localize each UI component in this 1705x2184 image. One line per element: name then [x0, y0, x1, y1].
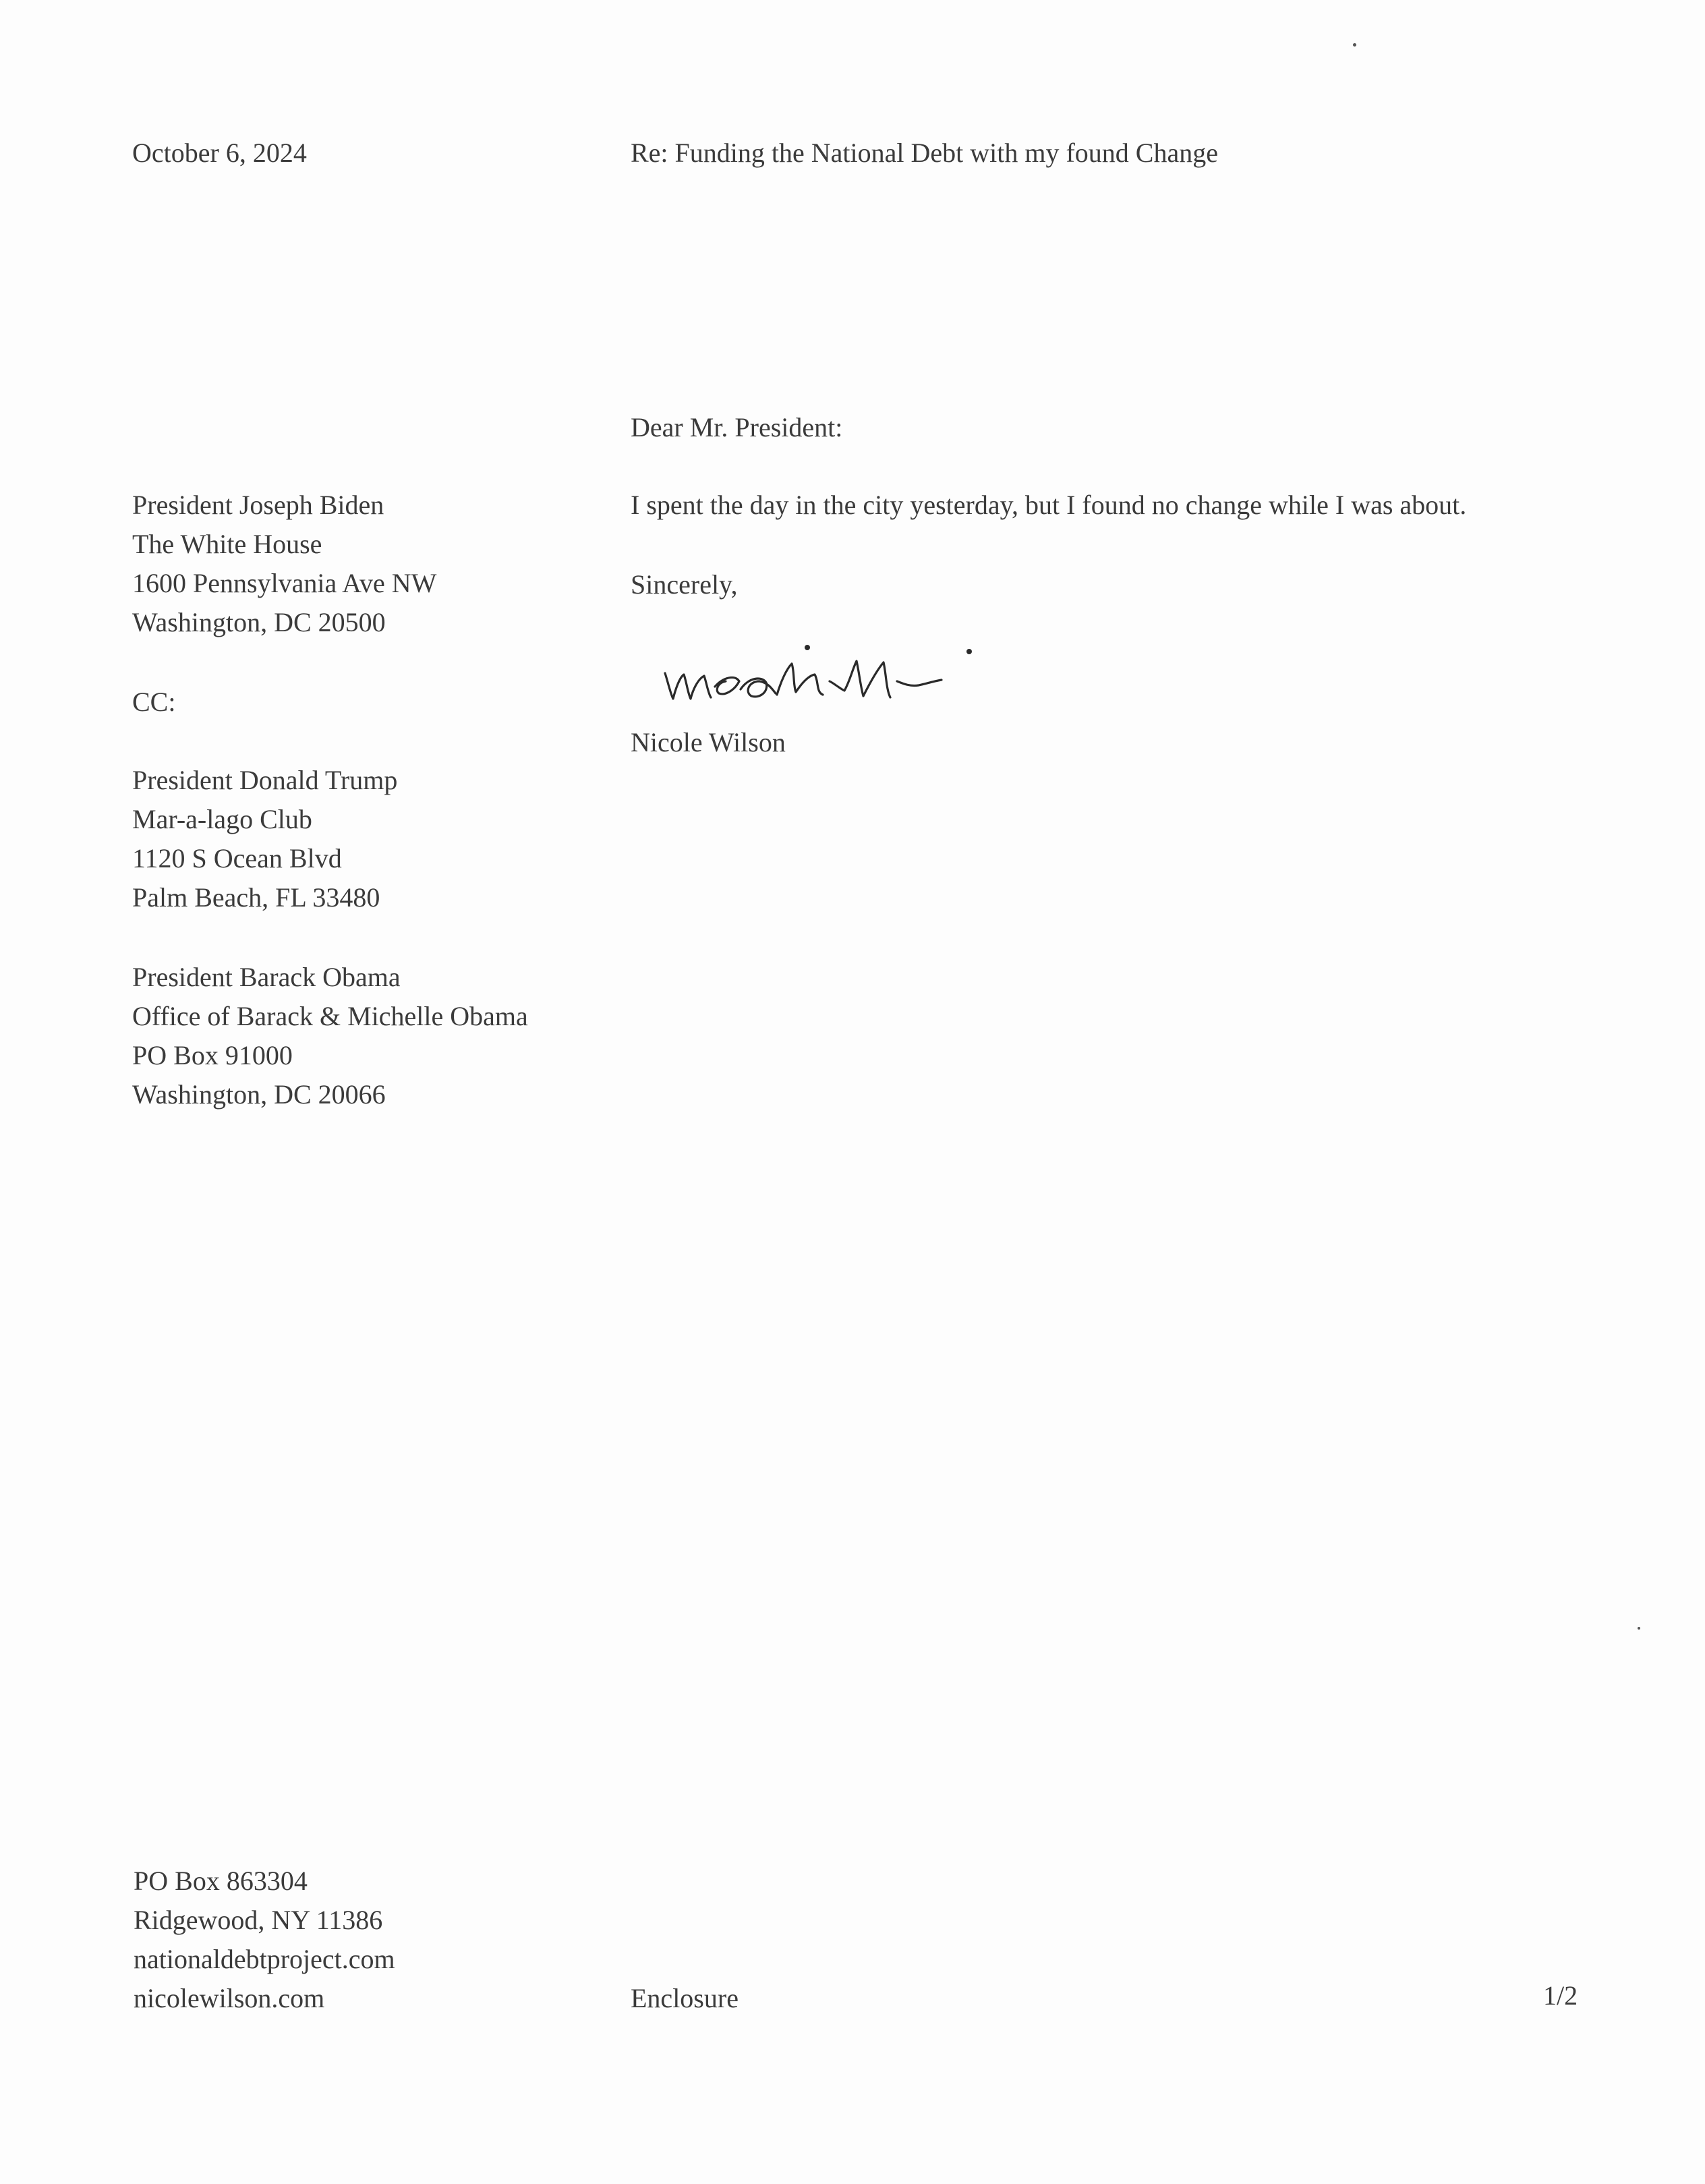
- handwritten-signature: [661, 634, 1012, 715]
- letter-subject: Re: Funding the National Debt with my found Change: [631, 138, 1218, 168]
- letter-date: October 6, 2024: [132, 138, 307, 168]
- recipient-address-line: President Joseph Biden: [132, 490, 384, 520]
- cc-address-line: PO Box 91000: [132, 1040, 293, 1070]
- cc-address: [132, 761, 397, 917]
- return-address-line: nationaldebtproject.com: [134, 1944, 395, 1974]
- cc-address-line: Palm Beach, FL 33480: [132, 882, 380, 913]
- cc-address-line: Washington, DC 20066: [132, 1079, 386, 1110]
- cc-address-line: Mar-a-lago Club: [132, 804, 312, 834]
- page-number: 1/2: [1543, 1980, 1578, 2011]
- letter-salutation: Dear Mr. President:: [631, 412, 843, 442]
- cc-address-line: President Barack Obama: [132, 962, 401, 992]
- recipient-address-line: The White House: [132, 529, 322, 559]
- cc-label: CC:: [132, 687, 176, 717]
- return-address-line: nicolewilson.com: [134, 1983, 325, 2013]
- letter-body: I spent the day in the city yesterday, but I found no change while I was about.: [631, 490, 1467, 520]
- recipient-address: [132, 486, 436, 642]
- cc-address-line: 1120 S Ocean Blvd: [132, 843, 342, 873]
- cc-address: [132, 958, 528, 1114]
- enclosure-label: Enclosure: [631, 1983, 739, 2013]
- letter-closing: Sincerely,: [631, 569, 738, 600]
- recipient-address-line: 1600 Pennsylvania Ave NW: [132, 568, 437, 598]
- cc-address-line: Office of Barack & Michelle Obama: [132, 1001, 528, 1031]
- return-address: [134, 1862, 395, 2018]
- recipient-address-line: Washington, DC 20500: [132, 607, 386, 637]
- sender-name: Nicole Wilson: [631, 727, 786, 757]
- return-address-line: Ridgewood, NY 11386: [134, 1905, 383, 1935]
- scan-speck: [1353, 43, 1356, 47]
- return-address-line: PO Box 863304: [134, 1866, 308, 1896]
- cc-address-line: President Donald Trump: [132, 765, 398, 795]
- scan-speck: [1638, 1627, 1640, 1630]
